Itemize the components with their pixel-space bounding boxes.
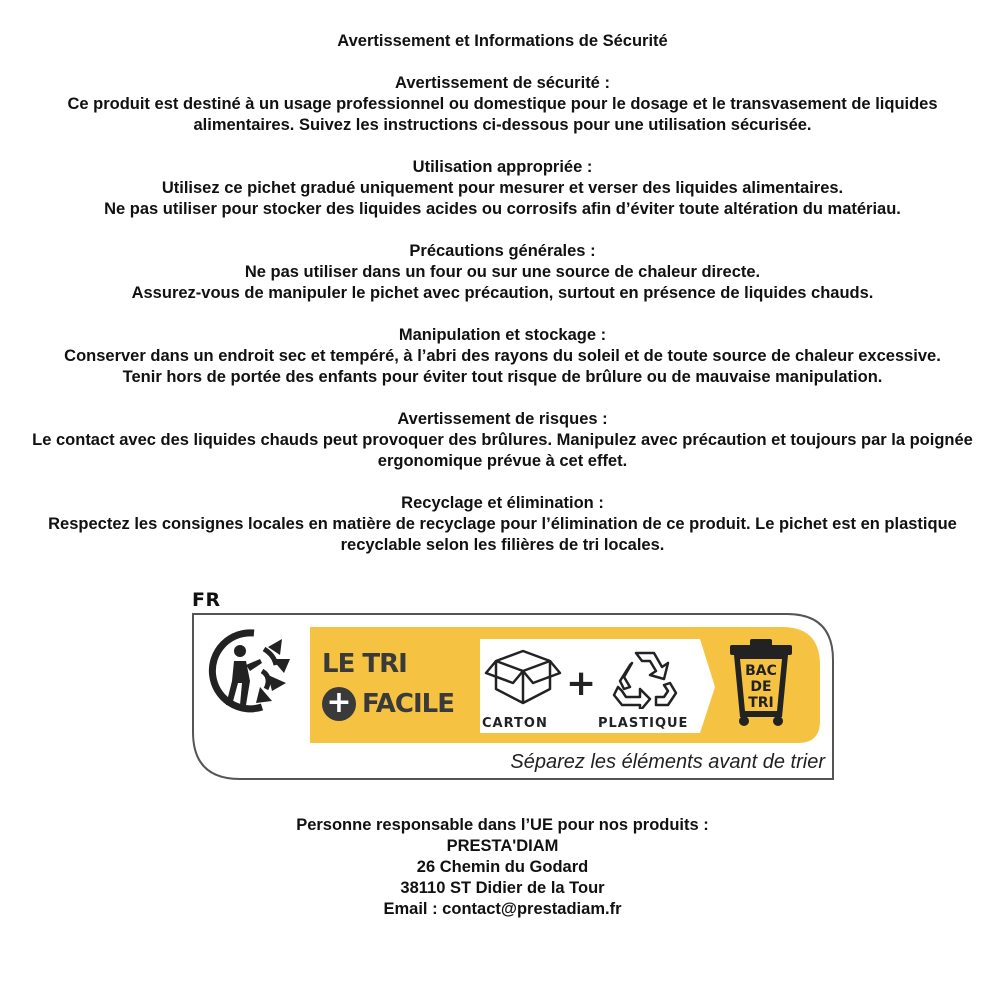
section-heading: Précautions générales : <box>409 242 596 260</box>
responsible-person-block <box>0 815 1005 920</box>
country-code: FR <box>192 589 221 611</box>
responsible-label: Personne responsable dans l’UE pour nos produits : <box>296 816 709 834</box>
contact-email: Email : contact@prestadiam.fr <box>383 900 622 918</box>
section-text: Le contact avec des liquides chauds peut provoquer des brûlures. Manipulez avec précaution et toujours par la poignée ergonomique prévue à cet effet. <box>32 431 973 470</box>
section-text: Tenir hors de portée des enfants pour éviter tout risque de brûlure ou de mauvaise manipulation. <box>122 368 883 386</box>
document-title: Avertissement et Informations de Sécurité <box>337 32 668 50</box>
sorting-instruction: Séparez les éléments avant de trier <box>510 751 825 773</box>
section-heading: Utilisation appropriée : <box>412 158 593 176</box>
section-text: Ce produit est destiné à un usage professionnel ou domestique pour le dosage et le transvasement de liquides alimentaires. Suivez les instructions ci-dessous pour une utilisation sécurisée. <box>67 95 938 134</box>
section-text: Respectez les consignes locales en matière de recyclage pour l’élimination de ce produit. Le pichet est en plastique recyclable selon les filières de tri locales. <box>48 515 957 554</box>
plus-icon: + <box>566 663 597 704</box>
company-name: PRESTA'DIAM <box>446 837 559 855</box>
bin-text <box>740 663 782 711</box>
section-text: Conserver dans un endroit sec et tempéré, à l’abri des rayons du soleil et de toute source de chaleur excessive. <box>64 347 941 365</box>
plastique-label: PLASTIQUE <box>598 716 689 731</box>
plus-icon: + <box>322 687 356 721</box>
bin-text-line: TRI <box>748 695 774 711</box>
triman-recycling-logo <box>190 589 840 789</box>
section-text: Ne pas utiliser pour stocker des liquides acides ou corrosifs afin d’éviter toute altération du matériau. <box>104 200 901 218</box>
section-text: Ne pas utiliser dans un four ou sur une source de chaleur directe. <box>244 263 761 281</box>
carton-box-icon <box>484 645 562 707</box>
carton-label: CARTON <box>482 716 548 731</box>
section-text: Assurez-vous de manipuler le pichet avec précaution, surtout en présence de liquides chauds. <box>131 284 874 302</box>
bin-text-line: BAC <box>745 663 777 679</box>
facile-label: FACILE <box>362 689 454 719</box>
section-heading: Recyclage et élimination : <box>401 494 604 512</box>
recycle-icon <box>610 647 680 709</box>
section-text: Utilisez ce pichet gradué uniquement pour mesurer et verser des liquides alimentaires. <box>161 179 844 197</box>
bin-text-line: DE <box>750 679 772 695</box>
le-tri-label: LE TRI <box>322 649 407 679</box>
triman-person-icon <box>202 625 302 715</box>
section-heading: Avertissement de risques : <box>397 410 608 428</box>
address-line: 38110 ST Didier de la Tour <box>400 879 605 897</box>
section-heading: Avertissement de sécurité : <box>395 74 610 92</box>
address-line: 26 Chemin du Godard <box>416 858 589 876</box>
section-heading: Manipulation et stockage : <box>398 326 607 344</box>
